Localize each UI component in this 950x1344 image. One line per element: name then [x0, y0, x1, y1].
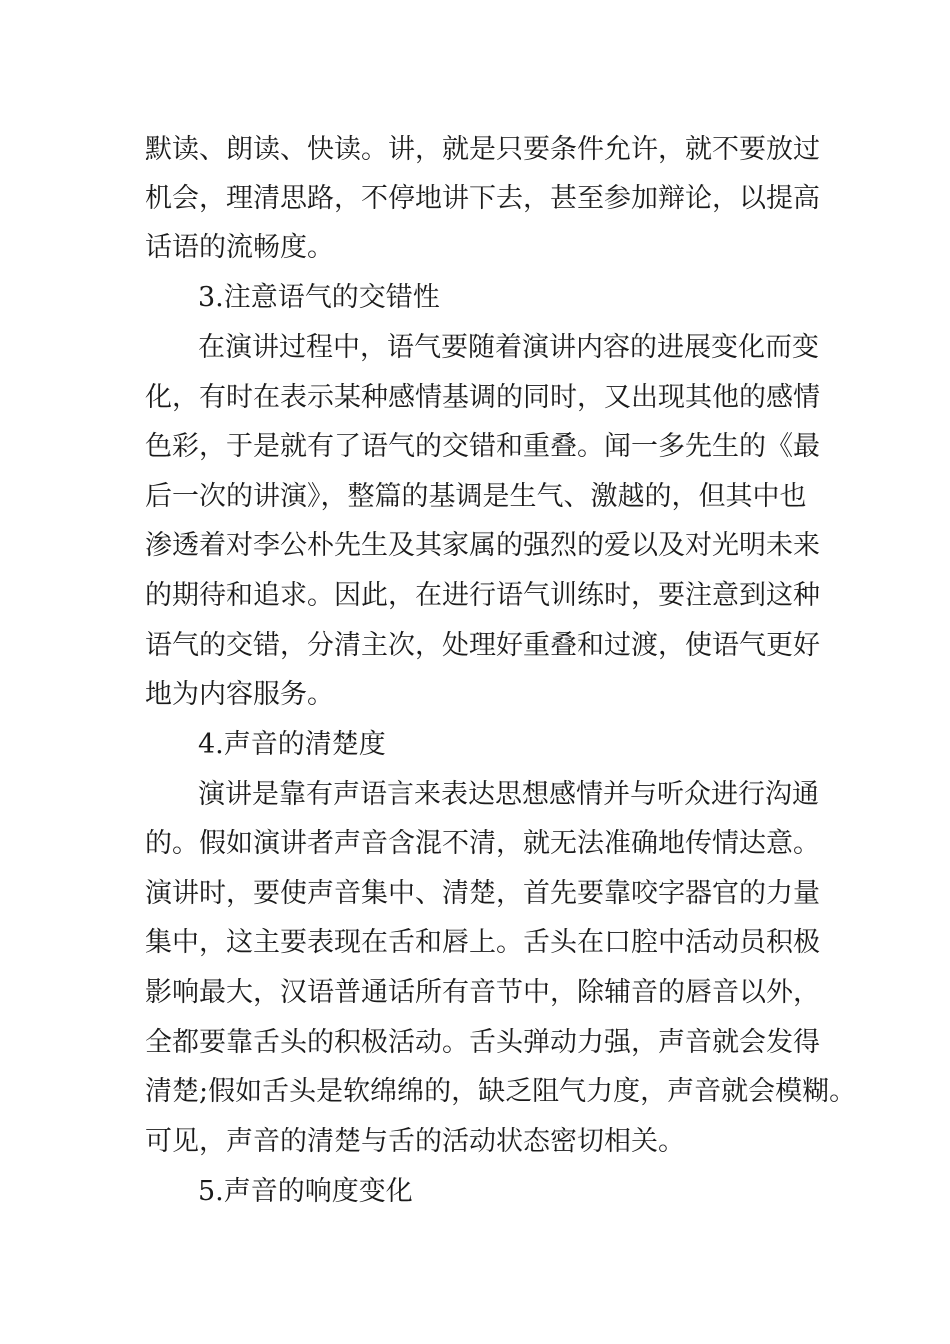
text-line: 化，有时在表示某种感情基调的同时，又出现其他的感情	[145, 382, 820, 413]
text-line: 集中，这主要表现在舌和唇上。舌头在口腔中活动员积极	[145, 927, 820, 958]
text-line: 话语的流畅度。	[145, 232, 334, 263]
text-line: 机会，理清思路，不停地讲下去，甚至参加辩论，以提高	[145, 183, 820, 214]
text-line: 演讲时，要使声音集中、清楚，首先要靠咬字器官的力量	[145, 878, 820, 909]
text-line: 后一次的讲演》，整篇的基调是生气、激越的，但其中也	[145, 481, 807, 512]
text-line: 默读、朗读、快读。讲，就是只要条件允许，就不要放过	[145, 134, 820, 165]
section-heading: 3.注意语气的交错性	[198, 282, 440, 313]
text-line: 清楚;假如舌头是软绵绵的，缺乏阻气力度，声音就会模糊。	[145, 1076, 857, 1107]
text-line: 影响最大，汉语普通话所有音节中，除辅音的唇音以外，	[145, 977, 820, 1008]
text-line: 地为内容服务。	[145, 679, 334, 710]
text-line: 渗透着对李公朴先生及其家属的强烈的爱以及对光明未来	[145, 530, 820, 561]
section-heading: 4.声音的清楚度	[198, 729, 386, 760]
paragraph-first-line: 演讲是靠有声语言来表达思想感情并与听众进行沟通	[198, 779, 819, 810]
text-line: 可见，声音的清楚与舌的活动状态密切相关。	[145, 1126, 685, 1157]
text-line: 的。假如演讲者声音含混不清，就无法准确地传情达意。	[145, 828, 820, 859]
section-heading: 5.声音的响度变化	[198, 1176, 413, 1207]
text-line: 的期待和追求。因此，在进行语气训练时，要注意到这种	[145, 580, 820, 611]
text-line: 语气的交错，分清主次，处理好重叠和过渡，使语气更好	[145, 630, 820, 661]
text-line: 色彩，于是就有了语气的交错和重叠。闻一多先生的《最	[145, 431, 820, 462]
paragraph-first-line: 在演讲过程中，语气要随着演讲内容的进展变化而变	[198, 332, 819, 363]
text-line: 全都要靠舌头的积极活动。舌头弹动力强，声音就会发得	[145, 1027, 820, 1058]
